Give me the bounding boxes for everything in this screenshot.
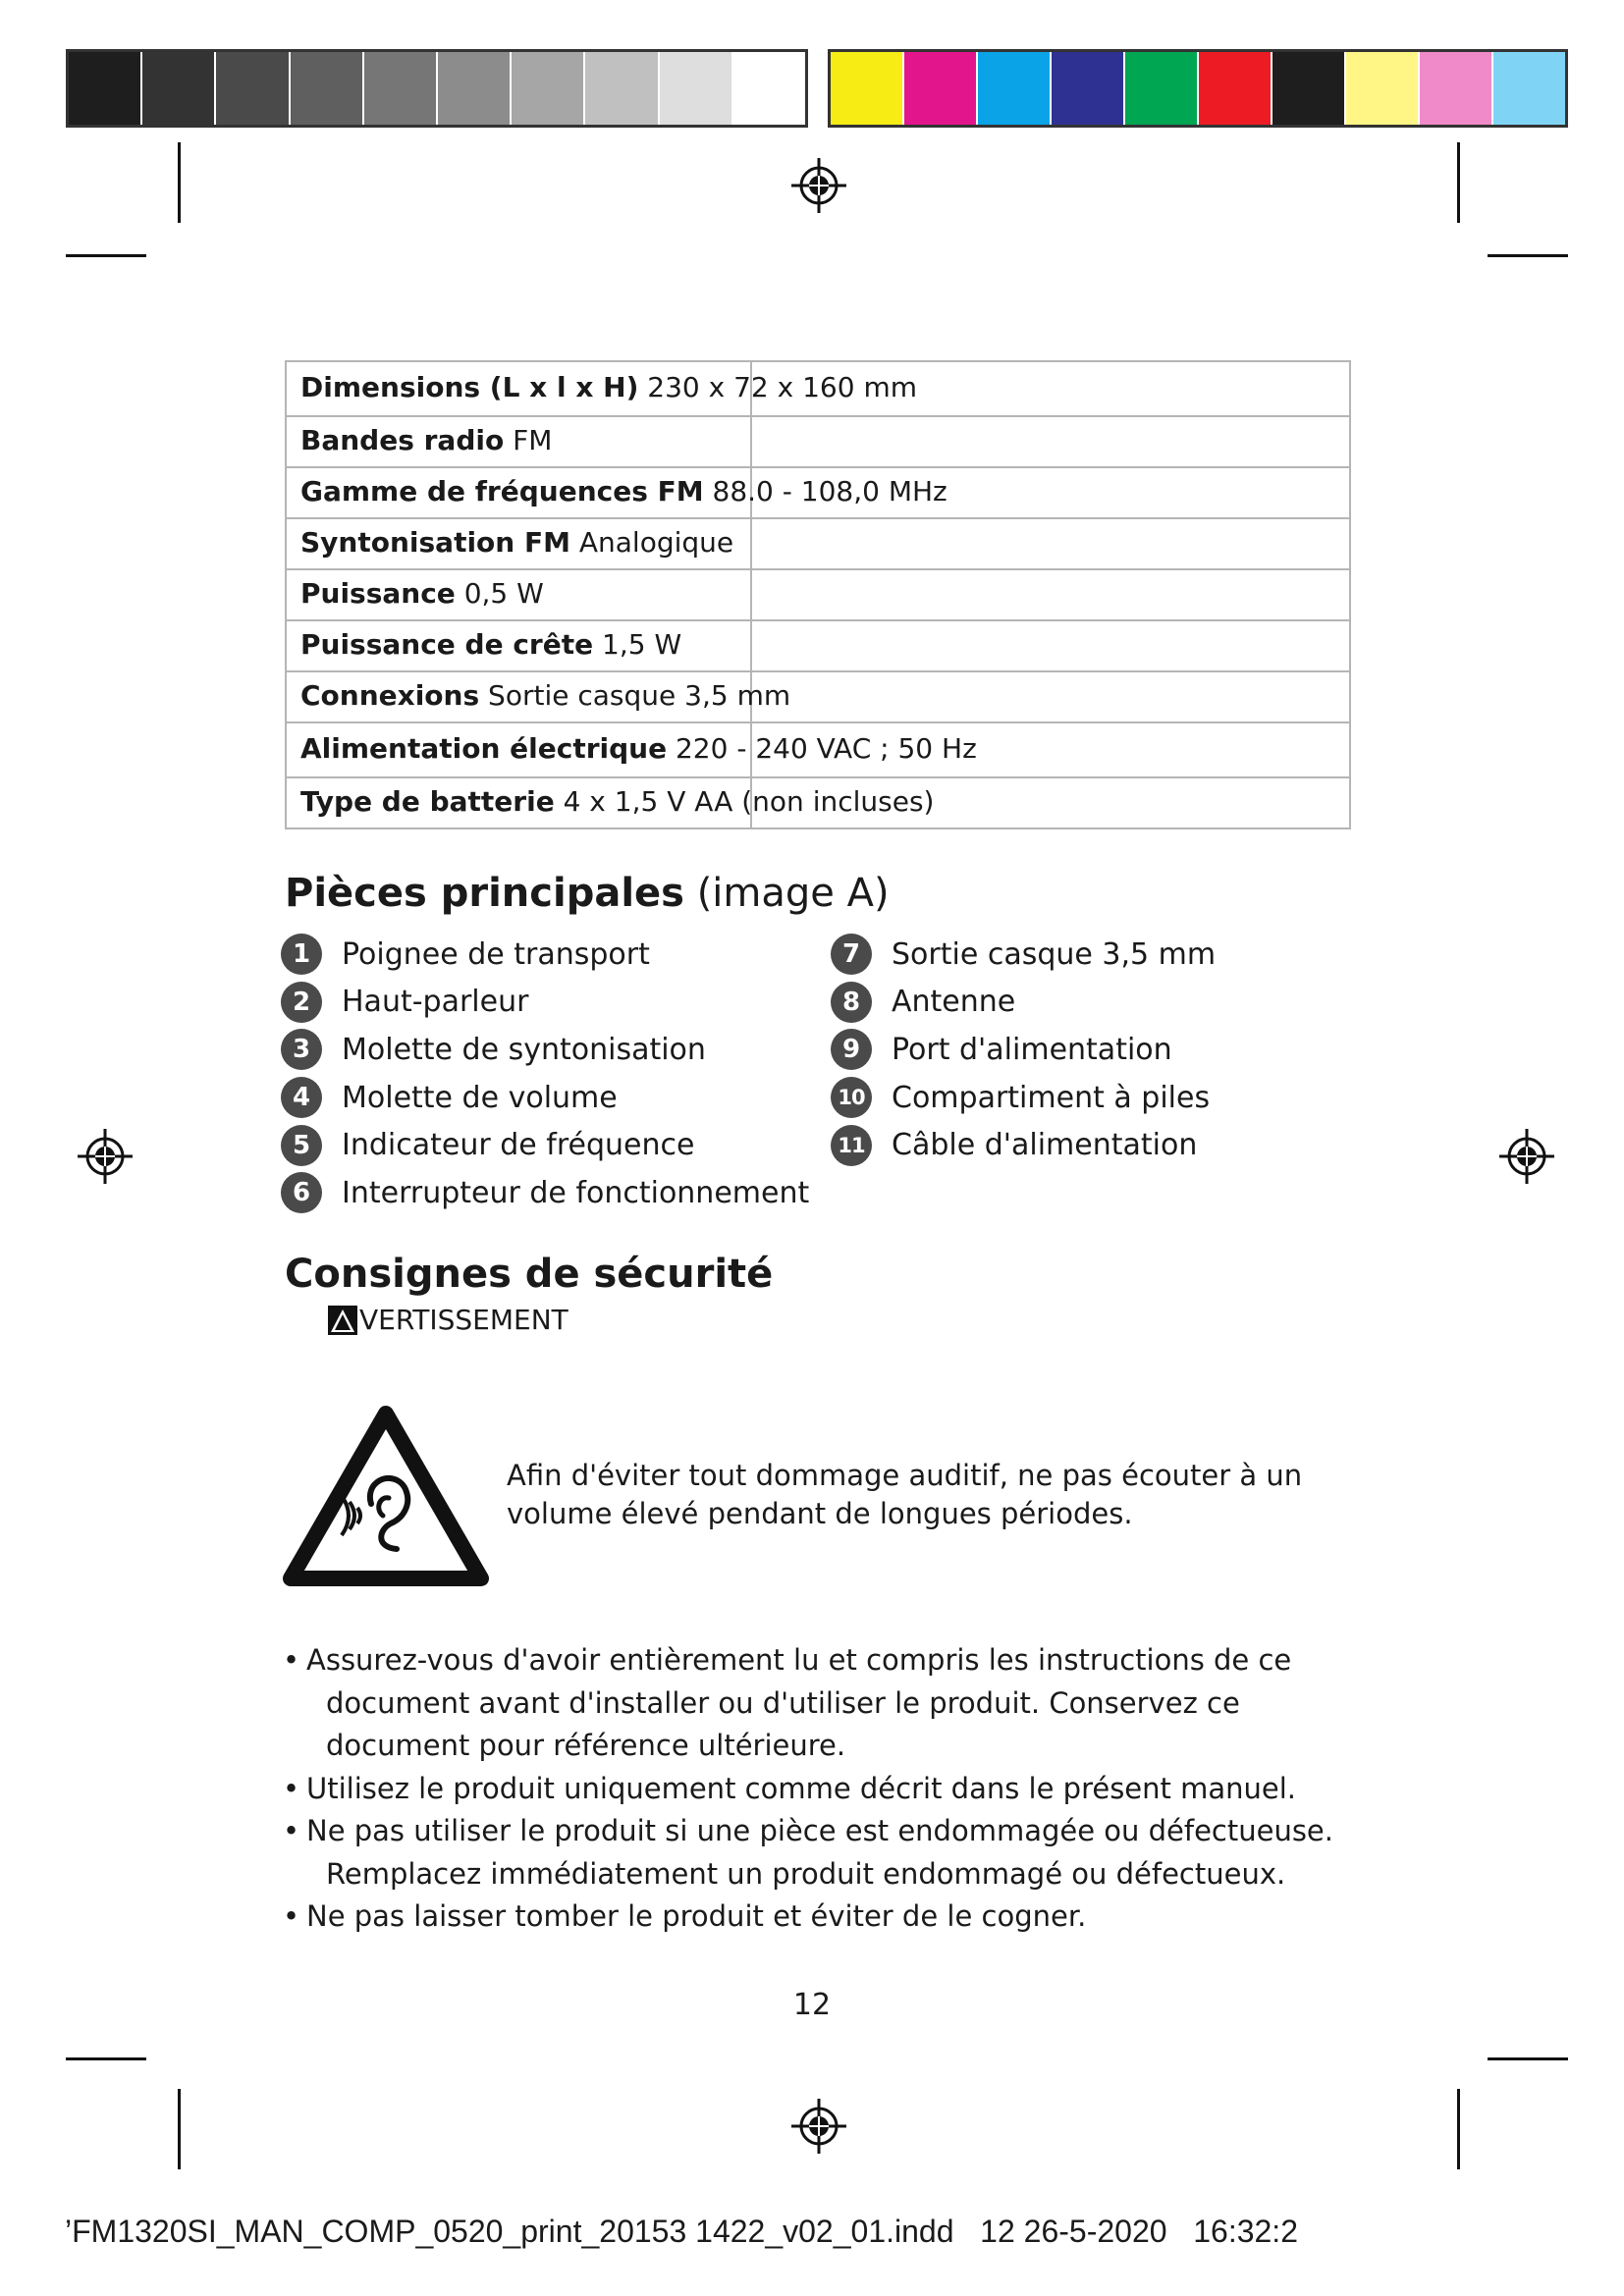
crop-mark xyxy=(66,2057,146,2060)
spec-row xyxy=(286,620,1350,671)
spec-cell xyxy=(751,416,1350,467)
warning-label-text: VERTISSEMENT xyxy=(359,1304,568,1336)
warning-label xyxy=(328,1304,568,1336)
gray-swatch xyxy=(216,52,290,125)
part-number-badge: 10 xyxy=(831,1077,872,1118)
bullet-text: Ne pas laisser tomber le produit et éviter de le cogner. xyxy=(306,1899,1087,1933)
spec-cell xyxy=(286,777,935,828)
color-swatch xyxy=(904,52,978,125)
spec-row xyxy=(286,361,1350,416)
color-swatch xyxy=(1199,52,1272,125)
warning-triangle-icon xyxy=(328,1306,357,1335)
spec-cell xyxy=(751,518,1350,569)
spec-value: Analogique xyxy=(578,526,734,559)
part-number-badge: 1 xyxy=(281,934,322,975)
color-swatch xyxy=(831,52,904,125)
part-item xyxy=(281,1026,809,1074)
safety-bullet xyxy=(281,1810,1341,1896)
spec-cell xyxy=(286,416,751,467)
spec-cell xyxy=(751,671,1350,722)
color-swatch xyxy=(1125,52,1199,125)
part-item xyxy=(831,1121,1216,1169)
spec-value: 230 x 72 x 160 mm xyxy=(647,371,917,403)
part-label: Haut-parleur xyxy=(342,985,529,1020)
bullet-continuation: document avant d'installer ou d'utiliser le produit. Conservez ce document pour référence ultérieure. xyxy=(326,1685,1240,1762)
registration-mark-icon xyxy=(1497,1127,1556,1186)
gray-swatch xyxy=(733,52,805,125)
part-label: Molette de volume xyxy=(342,1080,618,1115)
part-item xyxy=(281,979,809,1027)
hearing-warning-text: Afin d'éviter tout dommage auditif, ne pas écouter à un volume élevé pendant de longues périodes. xyxy=(507,1459,1303,1530)
color-swatch xyxy=(1052,52,1125,125)
spec-value: Sortie casque 3,5 mm xyxy=(488,679,791,712)
registration-mark-icon xyxy=(76,1127,135,1186)
part-number-badge: 7 xyxy=(831,934,872,975)
spec-label: Type de batterie xyxy=(300,785,555,818)
part-number-badge: 4 xyxy=(281,1077,322,1118)
spec-label: Bandes radio xyxy=(300,424,505,456)
color-swatch xyxy=(1420,52,1493,125)
spec-value: 88.0 - 108,0 MHz xyxy=(712,475,947,507)
part-number-badge: 3 xyxy=(281,1029,322,1070)
color-swatch xyxy=(978,52,1052,125)
spec-value: 4 x 1,5 V AA (non incluses) xyxy=(563,785,935,818)
parts-heading-bold: Pièces principales xyxy=(285,871,684,916)
crop-mark xyxy=(178,2089,181,2169)
print-slug-line: ’FM1320SI_MAN_COMP_0520_print_20153 1422_v02_01.indd 12 26-5-2020 16:32:2 xyxy=(65,2214,1298,2249)
part-item xyxy=(831,1026,1216,1074)
gray-swatch xyxy=(585,52,659,125)
parts-heading-light: (image A) xyxy=(696,871,890,916)
parts-heading xyxy=(285,871,890,916)
spec-value: 220 - 240 VAC ; 50 Hz xyxy=(675,732,977,765)
safety-heading xyxy=(285,1252,773,1297)
part-label: Molette de syntonisation xyxy=(342,1032,706,1067)
bullet-text: Ne pas utiliser le produit si une pièce est endommagée ou défectueuse. xyxy=(306,1814,1333,1847)
spec-value: 1,5 W xyxy=(602,628,682,661)
spec-row xyxy=(286,416,1350,467)
crop-mark xyxy=(178,142,181,223)
part-item xyxy=(281,1121,809,1169)
spec-row xyxy=(286,722,1350,777)
spec-cell xyxy=(286,722,977,777)
spec-row xyxy=(286,467,1350,518)
spec-value: FM xyxy=(513,424,553,456)
safety-bullet xyxy=(281,1768,1341,1811)
spec-label: Puissance de crête xyxy=(300,628,594,661)
parts-list-right xyxy=(831,931,1216,1169)
gray-swatch xyxy=(291,52,364,125)
spec-label: Connexions xyxy=(300,679,480,712)
spec-cell xyxy=(751,569,1350,620)
gray-swatch xyxy=(364,52,438,125)
spec-label: Gamme de fréquences FM xyxy=(300,475,704,507)
hearing-damage-warning-icon xyxy=(281,1402,491,1590)
part-label: Câble d'alimentation xyxy=(892,1128,1198,1163)
part-label: Indicateur de fréquence xyxy=(342,1128,695,1163)
parts-list-left xyxy=(281,931,809,1217)
spec-cell xyxy=(286,620,751,671)
spec-label: Dimensions (L x l x H) xyxy=(300,371,639,403)
color-swatch xyxy=(1346,52,1420,125)
part-label: Compartiment à piles xyxy=(892,1080,1211,1115)
part-number-badge: 2 xyxy=(281,982,322,1023)
part-label: Antenne xyxy=(892,985,1016,1020)
part-label: Interrupteur de fonctionnement xyxy=(342,1175,810,1210)
grayscale-color-bar xyxy=(66,49,808,128)
gray-swatch xyxy=(69,52,142,125)
spec-value: 0,5 W xyxy=(463,577,544,610)
process-color-bar xyxy=(828,49,1568,128)
spec-label: Syntonisation FM xyxy=(300,526,570,559)
spec-cell xyxy=(286,467,947,518)
registration-mark-icon xyxy=(789,2097,848,2156)
color-swatch xyxy=(1493,52,1565,125)
page-number: 12 xyxy=(792,1988,832,2022)
specifications-table xyxy=(285,360,1351,829)
part-label: Port d'alimentation xyxy=(892,1032,1172,1067)
part-label: Poignee de transport xyxy=(342,936,650,972)
bullet-continuation: Remplacez immédiatement un produit endommagé ou défectueux. xyxy=(326,1856,1286,1891)
crop-mark xyxy=(66,254,146,257)
spec-label: Puissance xyxy=(300,577,456,610)
safety-heading-text: Consignes de sécurité xyxy=(285,1252,774,1297)
part-item xyxy=(831,931,1216,979)
crop-mark xyxy=(1488,254,1568,257)
part-number-badge: 9 xyxy=(831,1029,872,1070)
crop-mark xyxy=(1457,142,1460,223)
registration-mark-icon xyxy=(789,156,848,215)
part-item xyxy=(831,979,1216,1027)
gray-swatch xyxy=(512,52,585,125)
part-number-badge: 6 xyxy=(281,1172,322,1213)
part-number-badge: 8 xyxy=(831,982,872,1023)
spec-cell xyxy=(286,361,917,416)
spec-row xyxy=(286,518,1350,569)
part-item xyxy=(831,1074,1216,1122)
spec-row xyxy=(286,569,1350,620)
spec-label: Alimentation électrique xyxy=(300,732,668,765)
crop-mark xyxy=(1457,2089,1460,2169)
part-item xyxy=(281,931,809,979)
safety-bullet xyxy=(281,1896,1341,1939)
part-number-badge: 5 xyxy=(281,1125,322,1166)
bullet-text: Assurez-vous d'avoir entièrement lu et compris les instructions de ce xyxy=(306,1643,1292,1677)
color-swatch xyxy=(1272,52,1346,125)
spec-cell xyxy=(751,620,1350,671)
gray-swatch xyxy=(142,52,216,125)
part-label: Sortie casque 3,5 mm xyxy=(892,936,1217,972)
spec-cell xyxy=(286,518,751,569)
safety-bullet xyxy=(281,1639,1341,1768)
bullet-text: Utilisez le produit uniquement comme décrit dans le présent manuel. xyxy=(306,1771,1297,1805)
part-item xyxy=(281,1074,809,1122)
spec-row xyxy=(286,777,1350,828)
gray-swatch xyxy=(660,52,733,125)
part-number-badge: 11 xyxy=(831,1125,872,1166)
crop-mark xyxy=(1488,2057,1568,2060)
spec-row xyxy=(286,671,1350,722)
spec-cell xyxy=(286,671,791,722)
spec-cell xyxy=(286,569,751,620)
safety-bullet-list xyxy=(281,1639,1341,1939)
part-item xyxy=(281,1169,809,1217)
gray-swatch xyxy=(438,52,512,125)
